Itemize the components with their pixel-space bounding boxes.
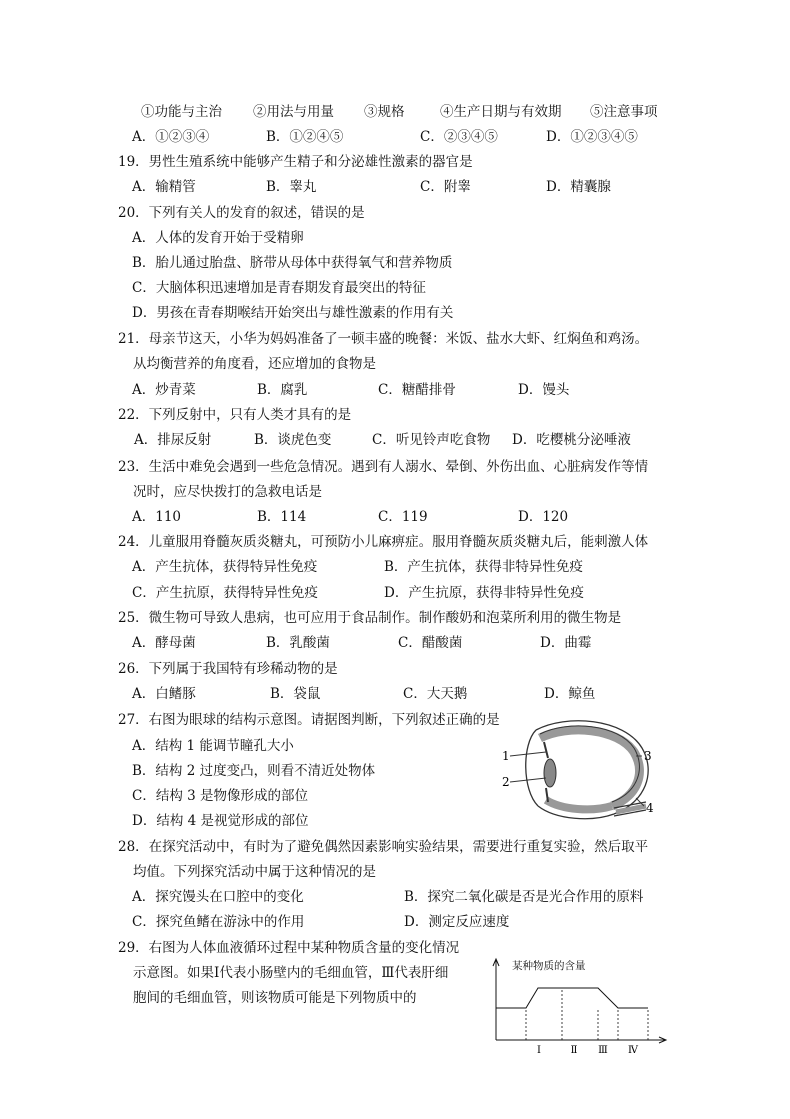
q21-option-a: A．炒青菜 [132,382,196,398]
q26-option-b: B．袋鼠 [270,686,321,702]
chart-x-tick-label: Ⅳ [628,1045,638,1056]
q21-stem-line1: 21．母亲节这天，小华为妈妈准备了一顿丰盛的晚餐：米饭、盐水大虾、红焖鱼和鸡汤。 [118,331,649,347]
q18-item-5: ⑤注意事项 [590,104,658,120]
q24-stem: 24．儿童服用脊髓灰质炎糖丸，可预防小儿麻痹症。服用脊髓灰质炎糖丸后，能刺激人体 [118,534,649,550]
q20-option-b: B．胎儿通过胎盘、脐带从母体中获得氧气和营养物质 [132,255,453,271]
q27-stem: 27．右图为眼球的结构示意图。请据图判断，下列叙述正确的是 [118,712,500,728]
q28-option-c: C．探究鱼鳍在游泳中的作用 [132,914,305,930]
q24-option-c: C．产生抗原，获得特异性免疫 [132,585,318,601]
q22-option-d: D．吃樱桃分泌唾液 [512,432,631,448]
q25-option-c: C．醋酸菌 [398,635,463,651]
chart-y-label: 某种物质的含量 [512,960,586,972]
q18-item-4: ④生产日期与有效期 [440,104,562,120]
q23-option-b: B．114 [257,509,307,525]
q29-stem-line3: 胞间的毛细血管，则该物质可能是下列物质中的 [133,990,417,1006]
q18-option-a: A．①②③④ [132,129,210,145]
substance-content-chart [488,956,674,1058]
q26-option-d: D．鲸鱼 [544,686,596,702]
q26-stem: 26．下列属于我国特有珍稀动物的是 [118,661,338,677]
q18-option-b: B．①②④⑤ [266,129,344,145]
q23-option-a: A．110 [132,509,182,525]
q18-option-d: D．①②③④⑤ [546,129,638,145]
q26-option-a: A．白鳍豚 [132,686,196,702]
q21-option-b: B．腐乳 [257,382,308,398]
q23-option-d: D．120 [518,509,569,525]
q26-option-c: C．大天鹅 [403,686,468,702]
q21-option-d: D．馒头 [518,382,570,398]
q22-option-b: B．谈虎色变 [254,432,332,448]
q21-stem-line2: 从均衡营养的角度看，还应增加的食物是 [133,356,376,372]
eye-lens [544,759,556,787]
q20-option-c: C．大脑体积迅速增加是青春期发育最突出的特征 [132,280,426,296]
q21-option-c: C．糖醋排骨 [378,382,456,398]
eye-label-1: 1 [502,749,510,763]
q18-item-2: ②用法与用量 [253,104,334,120]
q27-option-b: B．结构 2 过度变凸，则看不清近处物体 [132,763,376,779]
q20-option-d: D．男孩在青春期喉结开始突出与雄性激素的作用有关 [132,305,454,321]
q24-option-a: A．产生抗体，获得特异性免疫 [132,559,318,575]
eye-cornea [526,730,538,806]
q22-option-c: C．听见铃声吃食物 [372,432,491,448]
q25-stem: 25．微生物可导致人患病，也可应用于食品制作。制作酸奶和泡菜所利用的微生物是 [118,610,622,626]
q25-option-d: D．曲霉 [540,635,592,651]
q25-option-b: B．乳酸菌 [266,635,330,651]
q23-option-c: C．119 [378,509,428,525]
q29-stem-line2: 示意图。如果Ⅰ代表小肠壁内的毛细血管，Ⅲ代表肝细 [133,965,449,981]
q28-stem-line1: 28．在探究活动中，有时为了避免偶然因素影响实验结果，需要进行重复实验，然后取平 [118,839,649,855]
q28-option-a: A．探究馒头在口腔中的变化 [132,889,304,905]
q27-option-c: C．结构 3 是物像形成的部位 [132,788,309,804]
eye-label-4: 4 [646,801,654,815]
q19-stem: 19．男性生殖系统中能够产生精子和分泌雄性激素的器官是 [118,154,473,170]
eye-label-3: 3 [644,749,652,763]
q18-option-c: C．②③④⑤ [420,129,498,145]
q19-option-c: C．附睾 [420,179,471,195]
q18-item-1: ①功能与主治 [141,104,222,120]
eyeball-diagram [496,718,668,822]
q22-option-a: A．排尿反射 [134,432,212,448]
q27-option-d: D．结构 4 是视觉形成的部位 [132,813,309,829]
eye-label-2: 2 [502,775,510,789]
q24-option-b: B．产生抗体，获得非特异性免疫 [384,559,583,575]
q22-stem: 22．下列反射中，只有人类才具有的是 [118,407,352,423]
q23-stem-line2: 况时，应尽快拨打的急救电话是 [133,484,322,500]
q25-option-a: A．酵母菌 [132,635,196,651]
chart-x-tick-label: Ⅲ [598,1045,608,1056]
q19-option-a: A．输精管 [132,179,196,195]
chart-x-tick-label: Ⅰ [537,1045,541,1056]
chart-x-tick-label: Ⅱ [570,1045,578,1056]
q24-option-d: D．产生抗原，获得非特异性免疫 [384,585,584,601]
q20-option-a: A．人体的发育开始于受精卵 [132,230,304,246]
chart-series-line [496,988,648,1008]
q28-option-b: B．探究二氧化碳是否是光合作用的原料 [404,889,644,905]
q27-option-a: A．结构 1 能调节瞳孔大小 [132,738,294,754]
q18-item-3: ③规格 [364,104,405,120]
q28-stem-line2: 均值。下列探究活动中属于这种情况的是 [133,864,376,880]
q23-stem-line1: 23．生活中难免会遇到一些危急情况。遇到有人溺水、晕倒、外伤出血、心脏病发作等情 [118,459,649,475]
q29-stem-line1: 29．右图为人体血液循环过程中某种物质含量的变化情况 [118,940,460,956]
q28-option-d: D．测定反应速度 [404,914,510,930]
q20-stem: 20．下列有关人的发育的叙述，错误的是 [118,205,365,221]
q19-option-d: D．精囊腺 [546,179,611,195]
q19-option-b: B．睾丸 [266,179,317,195]
